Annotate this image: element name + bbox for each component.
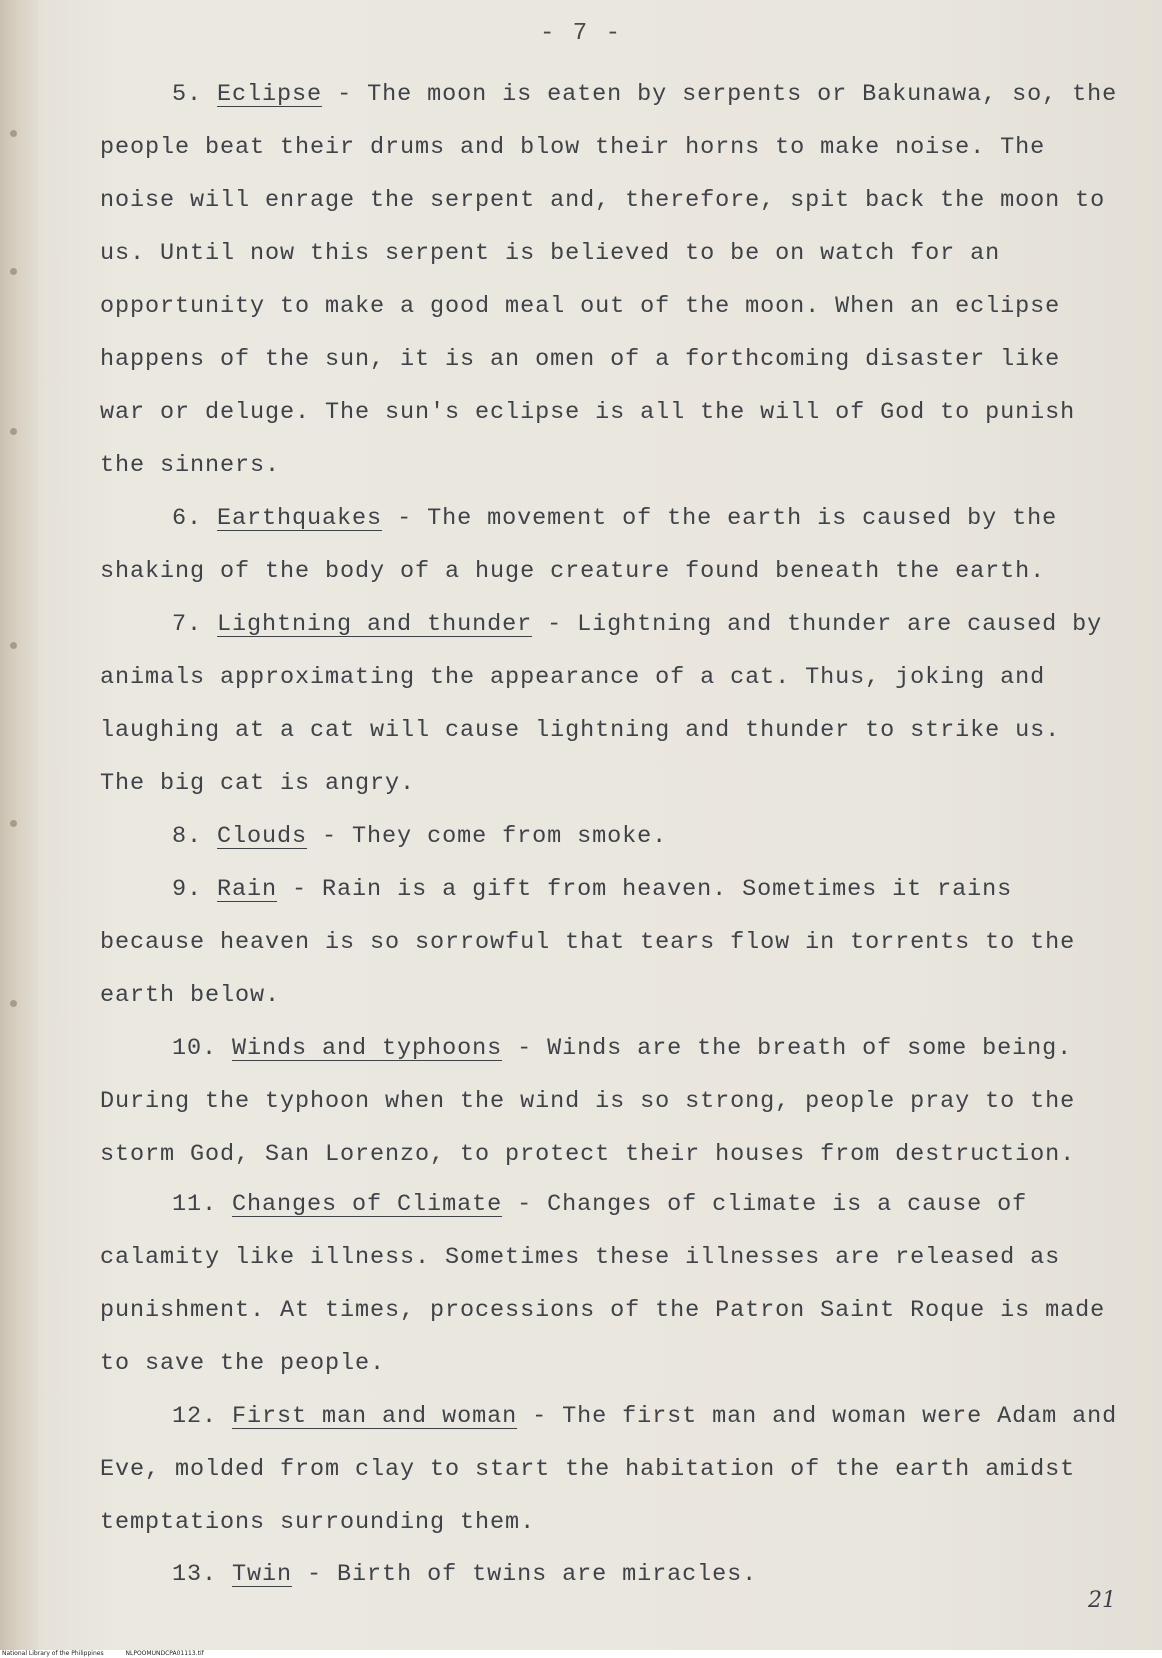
item-number: 5. (172, 81, 203, 108)
item-number: 11. (172, 1191, 218, 1218)
item-topic: Winds and typhoons (232, 1035, 503, 1062)
item-text: - The movement of the earth is caused by the shaking of the body of a huge creature found beneath the earth. (100, 505, 1058, 585)
staple-hole (10, 130, 17, 137)
item-topic: Eclipse (217, 81, 323, 108)
item-topic: First man and woman (232, 1403, 518, 1430)
item-text: - They come from smoke. (307, 823, 668, 850)
footer-library: National Library of the Philippines (2, 1650, 104, 1657)
item-earthquakes (100, 492, 1120, 598)
staple-hole (10, 642, 17, 649)
item-eclipse (100, 68, 1120, 492)
item-climate (100, 1178, 1120, 1390)
handwritten-page-mark: 21 (1088, 1588, 1116, 1613)
item-first-man-woman (100, 1390, 1120, 1549)
item-number: 9. (172, 876, 203, 903)
item-topic: Clouds (217, 823, 308, 850)
page-number: - 7 - (539, 20, 622, 47)
binding-edge (0, 0, 38, 1650)
item-number: 13. (172, 1561, 218, 1588)
item-text: - Birth of twins are miracles. (292, 1561, 758, 1588)
item-text: - Changes of climate is a cause of calamity like illness. Sometimes these illnesses are released as punishment. At times, processions of the Patron Saint Roque is made to save the people. (100, 1191, 1106, 1377)
scan-footer (0, 1650, 1162, 1658)
item-winds (100, 1022, 1120, 1181)
item-topic: Rain (217, 876, 278, 903)
item-text: - Rain is a gift from heaven. Sometimes it rains because heaven is so sorrowful that tears flow in torrents to the earth below. (100, 876, 1076, 1009)
item-clouds (100, 810, 1120, 863)
item-text: - Lightning and thunder are caused by animals approximating the appearance of a cat. Thus, joking and laughing at a cat will cause lightning and thunder to strike us. The big cat is angry. (100, 611, 1103, 797)
item-text: - The moon is eaten by serpents or Bakunawa, so, the people beat their drums and blow their horns to make noise. The noise will enrage the serpent and, therefore, spit back the moon to us. Until now this serpent is believed to be on watch for an opportunity to make a good meal out of the moon. When an eclipse happens of the sun, it is an omen of a forthcoming disaster like war or deluge. The sun's eclipse is all the will of God to punish the sinners. (100, 81, 1118, 479)
item-number: 10. (172, 1035, 218, 1062)
item-topic: Earthquakes (217, 505, 383, 532)
item-number: 6. (172, 505, 203, 532)
item-text: - Winds are the breath of some being. During the typhoon when the wind is so strong, people pray to the storm God, San Lorenzo, to protect their houses from destruction. (100, 1035, 1076, 1168)
item-text: - The first man and woman were Adam and Eve, molded from clay to start the habitation of the earth amidst temptations surrounding them. (100, 1403, 1118, 1536)
staple-hole (10, 268, 17, 275)
staple-hole (10, 820, 17, 827)
item-topic: Twin (232, 1561, 293, 1588)
item-topic: Lightning and thunder (217, 611, 533, 638)
item-twin (100, 1548, 1120, 1601)
item-rain (100, 863, 1120, 1022)
item-lightning (100, 598, 1120, 810)
staple-hole (10, 1000, 17, 1007)
staple-hole (10, 428, 17, 435)
item-topic: Changes of Climate (232, 1191, 503, 1218)
item-number: 7. (172, 611, 203, 638)
item-number: 12. (172, 1403, 218, 1430)
item-number: 8. (172, 823, 203, 850)
footer-file-id: NLPOOMUNDCPA01113.tif (125, 1650, 204, 1657)
